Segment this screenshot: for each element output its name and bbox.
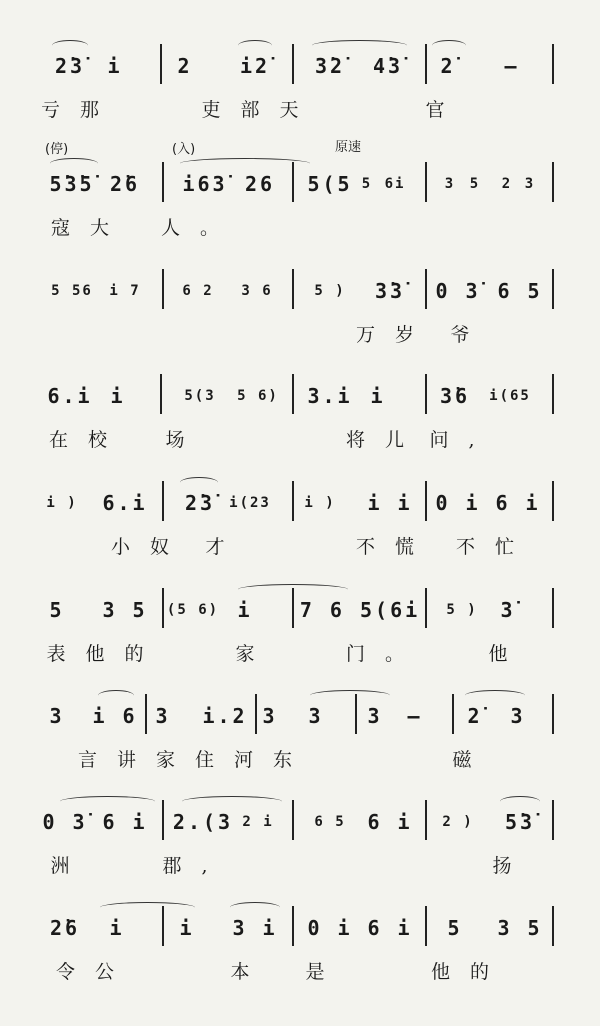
slur (500, 796, 540, 807)
slur (100, 902, 195, 913)
score-row-4 (0, 380, 600, 490)
note-group: 6 i (367, 810, 413, 834)
note-group: 0 3̇ (42, 810, 88, 834)
note-group: 6 5 (314, 814, 346, 830)
barline (160, 44, 162, 84)
note-group: i (107, 54, 123, 78)
barline (552, 44, 554, 84)
note-group: 3 (510, 704, 526, 728)
lyric: 场 (165, 429, 205, 451)
score-row-7 (0, 700, 600, 810)
note-group: i2̇ (239, 54, 271, 78)
note-group: i (179, 916, 195, 940)
note-group: – (407, 704, 423, 728)
score-row-1 (0, 50, 600, 160)
lyric: 本 (230, 961, 270, 983)
score-row-2 (0, 140, 600, 278)
barline (425, 162, 427, 202)
lyric: 寇大 (50, 217, 130, 239)
performance-mark: (入) (172, 142, 196, 157)
lyrics-line-2 (0, 212, 600, 244)
note-group: 6.i (102, 491, 148, 515)
note-group: 3 (49, 704, 65, 728)
note-group: 5(5 (307, 172, 353, 196)
note-group: 2̇3̇ (54, 54, 86, 78)
lyric: 洲 (50, 855, 90, 877)
note-group: 2̇6 (49, 916, 81, 940)
lyrics-line-1 (0, 94, 600, 126)
barline (552, 374, 554, 414)
note-group: 2 ) (442, 814, 474, 830)
lyric: 才 (205, 536, 245, 558)
lyric: 郡, (162, 855, 228, 877)
note-group: 0 i (435, 491, 481, 515)
barline (292, 800, 294, 840)
score-row-6 (0, 594, 600, 704)
barline (162, 269, 164, 309)
lyric: 亏那 (40, 99, 120, 121)
note-group: 5 ) (314, 283, 346, 299)
lyrics-line-7 (0, 744, 600, 776)
note-group: 3̇3̇ (374, 279, 406, 303)
slur (230, 902, 280, 913)
barline (160, 374, 162, 414)
note-group: 3 5 (102, 598, 148, 622)
barline (552, 481, 554, 521)
note-group: i.2 (202, 704, 248, 728)
note-group: 0 3̇ (435, 279, 481, 303)
note-group: 3̇ (500, 598, 516, 622)
slur (432, 40, 466, 51)
lyric: 言讲家住河东 (77, 749, 313, 771)
note-group: 3 i (232, 916, 278, 940)
note-group: 5 56 (51, 283, 93, 299)
note-group: 3.i (307, 384, 353, 408)
barline (292, 374, 294, 414)
lyric: 磁 (452, 749, 492, 771)
note-group: 6 i (495, 491, 541, 515)
note-group: 5 6) (237, 388, 279, 404)
score-row-9 (0, 912, 600, 1022)
lyrics-line-9 (0, 956, 600, 988)
note-group: i (109, 916, 125, 940)
lyric: 吏部天 (201, 99, 319, 121)
note-group: 4̇3̇ (372, 54, 404, 78)
barline (552, 269, 554, 309)
slur (465, 690, 525, 701)
lyric: 爷 (450, 324, 490, 346)
lyric: 不忙 (455, 536, 535, 558)
score-row-5 (0, 487, 600, 597)
barline (425, 800, 427, 840)
note-group: 3 (524, 176, 536, 192)
lyrics-line-3 (0, 319, 600, 351)
slur (98, 690, 134, 701)
lyric: 官 (425, 99, 465, 121)
barline (162, 162, 164, 202)
slur (50, 158, 98, 169)
note-group: 6 2 (182, 283, 214, 299)
notes-line-7 (0, 700, 600, 732)
barline (552, 588, 554, 628)
barline (292, 906, 294, 946)
note-group: 2 (177, 54, 193, 78)
note-group: 2̇6 (109, 172, 141, 196)
note-group: 6i (384, 176, 406, 192)
note-group: i (110, 384, 126, 408)
lyric: 家 (235, 643, 275, 665)
slur (238, 584, 348, 595)
barline (162, 800, 164, 840)
barline (292, 269, 294, 309)
note-group: 3 (262, 704, 278, 728)
note-group: i 7 (109, 283, 141, 299)
note-group: 5 (447, 916, 463, 940)
lyric: 在校 (48, 429, 128, 451)
note-group: 3̇6 (439, 384, 471, 408)
score-row-3 (0, 275, 600, 385)
barline (452, 694, 454, 734)
barline (425, 588, 427, 628)
performance-mark: (停) (45, 142, 69, 157)
barline (292, 481, 294, 521)
barline (552, 162, 554, 202)
barline (145, 694, 147, 734)
slur (180, 477, 218, 488)
note-group: (5 6) (166, 602, 220, 618)
lyric: 门。 (345, 643, 425, 665)
note-group: i(65 (489, 388, 531, 404)
note-group: 5 (469, 176, 481, 192)
note-group: 3 (308, 704, 324, 728)
slur (60, 796, 155, 807)
note-group: 3 (444, 176, 456, 192)
note-group: 2 i (242, 814, 274, 830)
lyrics-line-8 (0, 850, 600, 882)
note-group: 5 ) (446, 602, 478, 618)
slur (180, 158, 310, 169)
notes-line-9 (0, 912, 600, 944)
barline (552, 800, 554, 840)
note-group: – (504, 54, 520, 78)
barline (162, 588, 164, 628)
note-group: i i (367, 491, 413, 515)
barline (425, 269, 427, 309)
lyric: 将儿 (345, 429, 425, 451)
note-group: i ) (304, 495, 336, 511)
lyric: 不慌 (355, 536, 435, 558)
tempo-mark: 原速 (335, 140, 362, 155)
note-group: i (237, 598, 253, 622)
lyric: 扬 (492, 855, 532, 877)
note-group: 3 (155, 704, 171, 728)
note-group: 3 6 (241, 283, 273, 299)
barline (425, 481, 427, 521)
note-group: 3 (367, 704, 383, 728)
note-group: 5 (49, 598, 65, 622)
lyric: 他 (488, 643, 528, 665)
note-group: 6 i (102, 810, 148, 834)
barline (292, 44, 294, 84)
notes-line-5 (0, 487, 600, 519)
slur (238, 40, 272, 51)
notes-line-6 (0, 594, 600, 626)
lyrics-line-5 (0, 531, 600, 563)
slur (312, 40, 407, 51)
lyric: 小奴 (110, 536, 190, 558)
note-group: i(23 (229, 495, 271, 511)
note-group: i ) (46, 495, 78, 511)
barline (552, 694, 554, 734)
barline (425, 906, 427, 946)
barline (425, 374, 427, 414)
note-group: 7 6 5(6i (299, 598, 421, 622)
note-group: 26 (244, 172, 276, 196)
slur (310, 690, 390, 701)
note-group: 3̇2̇ (314, 54, 346, 78)
notes-line-2 (0, 168, 600, 200)
note-group: 5̇3̇5̇ (49, 172, 95, 196)
note-group: 5(3 (184, 388, 216, 404)
note-group: 2̇ (467, 704, 483, 728)
lyric: 人。 (160, 217, 240, 239)
note-group: 6.i (47, 384, 93, 408)
lyric: 表他的 (46, 643, 164, 665)
note-group: i 6 (92, 704, 138, 728)
note-group: 2 (501, 176, 513, 192)
note-group: 5̇3̇ (504, 810, 536, 834)
note-group: 3 5 (497, 916, 543, 940)
lyric: 令公 (55, 961, 135, 983)
note-group: 2.(3 (172, 810, 234, 834)
lyrics-line-4 (0, 424, 600, 456)
slur (52, 40, 88, 51)
barline (425, 44, 427, 84)
barline (255, 694, 257, 734)
score-row-8 (0, 806, 600, 916)
lyric: 万岁 (355, 324, 435, 346)
note-group: 5 (361, 176, 373, 192)
lyric: 是 (305, 961, 345, 983)
note-group: 6 5 (497, 279, 543, 303)
notes-line-1 (0, 50, 600, 82)
note-group: i63̇ (182, 172, 228, 196)
note-group: 0 i (307, 916, 353, 940)
lyric: 问, (429, 429, 495, 451)
note-group: 2̇3̇ (184, 491, 216, 515)
lyrics-line-6 (0, 638, 600, 670)
note-group: 6 i (367, 916, 413, 940)
lyric: 他的 (430, 961, 510, 983)
notes-line-8 (0, 806, 600, 838)
notes-line-3 (0, 275, 600, 307)
slur (182, 796, 282, 807)
note-group: 2̇ (440, 54, 456, 78)
notes-line-4 (0, 380, 600, 412)
barline (162, 481, 164, 521)
note-group: i (370, 384, 386, 408)
barline (552, 906, 554, 946)
